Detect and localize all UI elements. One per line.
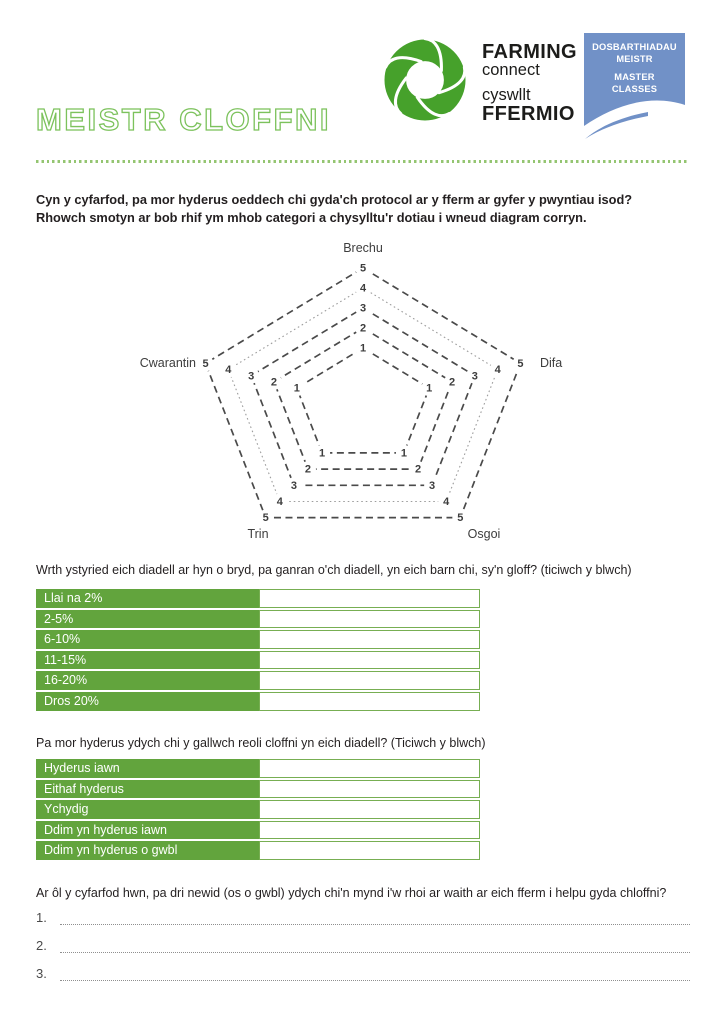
radar-scale-number: 2 [414,463,422,476]
radar-scale-number: 4 [443,496,450,509]
write-in-line[interactable] [60,905,690,925]
tick-box-cell[interactable] [259,780,480,799]
option-label: 2-5% [36,610,259,629]
option-label: Ddim yn hyderus o gwbl [36,841,259,860]
logo-wordmark [482,33,577,127]
dotted-divider [36,160,688,163]
logo-connect: connect [482,61,540,79]
lameness-percentage-table [36,589,480,713]
radar-axis-label-cwarantin: Cwarantin [139,356,196,370]
radar-scale-number: 3 [471,370,478,383]
answer-row [36,962,690,981]
badge-line-meistr: MEISTR [616,53,653,64]
radar-scale-number: 2 [448,376,456,389]
radar-axis-label-brechu: Brechu [343,241,383,255]
radar-scale-number: 3 [248,370,255,383]
radar-scale-number: 5 [262,512,269,525]
radar-scale-number: 3 [290,479,297,492]
option-label: Hyderus iawn [36,759,259,778]
tick-box-cell[interactable] [259,589,480,608]
tick-box-cell[interactable] [259,692,480,711]
badge-line-dosbarthiadau: DOSBARTHIADAU [592,42,677,52]
answer-number: 2. [36,938,47,953]
radar-scale-number: 1 [400,447,407,460]
tick-box-cell[interactable] [259,841,480,860]
master-classes-badge [584,33,685,145]
table-row [36,651,480,670]
radar-scale-number: 4 [494,364,501,377]
table-row [36,780,480,799]
radar-scale-number: 1 [293,382,300,395]
option-label: 16-20% [36,671,259,690]
intro-text [36,191,700,226]
option-label: Ddim yn hyderus iawn [36,821,259,840]
logo-ffermio: FFERMIO [482,103,575,125]
answer-number: 3. [36,966,47,981]
radar-scale-number: 3 [429,479,436,492]
badge-line-classes: CLASSES [611,83,658,94]
table-row [36,671,480,690]
option-label: 11-15% [36,651,259,670]
table-row [36,759,480,778]
badge-line-master: MASTER [614,72,655,82]
question-1: Wrth ystyried eich diadell ar hyn o bryd, pa ganran o'ch diadell, yn eich barn chi, sy'n gloff? (ticiwch y blwch) [36,563,632,577]
radar-axis-label-osgoi: Osgoi [467,527,501,541]
radar-scale-number: 5 [517,357,524,370]
radar-axis-label-difa: Difa [540,356,563,370]
logo-farming: FARMING [482,41,578,63]
option-label: Dros 20% [36,692,259,711]
table-row [36,610,480,629]
confidence-table [36,759,480,862]
page-title: MEISTR CLOFFNI [36,102,332,137]
radar-scale-number: 2 [304,463,312,476]
answer-row [36,934,690,953]
intro-line-1: Cyn y cyfarfod, pa mor hyderus oeddech chi gyda'ch protocol ar y fferm ar gyfer y pwyntiau isod? [36,192,633,207]
radar-scale-number: 2 [270,376,278,389]
radar-scale-number: 3 [359,302,367,315]
answer-number: 1. [36,910,47,925]
table-row [36,841,480,860]
radar-axis-label-trin: Trin [247,527,269,541]
tick-box-cell[interactable] [259,610,480,629]
radar-scale-number: 1 [426,382,433,395]
option-label: Ychydig [36,800,259,819]
tick-box-cell[interactable] [259,759,480,778]
tick-box-cell[interactable] [259,800,480,819]
page-title-wrap [34,96,374,142]
logo-cyswllt: cyswllt [482,86,531,104]
question-3: Ar ôl y cyfarfod hwn, pa dri newid (os o gwbl) ydych chi'n mynd i'w rhoi ar waith ar eich fferm i helpu gyda chloffni? [36,886,667,900]
tick-box-cell[interactable] [259,671,480,690]
tick-box-cell[interactable] [259,630,480,649]
tick-box-cell[interactable] [259,651,480,670]
answer-lines [36,906,690,990]
radar-scale-number: 4 [276,496,283,509]
table-row [36,589,480,608]
answer-row [36,906,690,925]
radar-scale-number: 5 [359,262,367,275]
radar-scale-number: 5 [202,357,209,370]
option-label: Llai na 2% [36,589,259,608]
question-2: Pa mor hyderus ydych chi y gallwch reoli cloffni yn eich diadell? (Ticiwch y blwch) [36,736,486,750]
option-label: Eithaf hyderus [36,780,259,799]
intro-line-2: Rhowch smotyn ar bob rhif ym mhob categori a chysylltu'r dotiau i wneud diagram corryn. [36,209,587,225]
radar-scale-number: 1 [319,447,326,460]
tick-box-cell[interactable] [259,821,480,840]
write-in-line[interactable] [60,933,690,953]
table-row [36,692,480,711]
option-label: 6-10% [36,630,259,649]
table-row [36,630,480,649]
radar-scale-number: 4 [225,364,232,377]
farming-connect-logo [380,33,577,127]
table-row [36,821,480,840]
badge-text [584,33,685,95]
radar-scale-number: 2 [359,322,367,335]
spider-diagram [0,238,724,555]
table-row [36,800,480,819]
radar-scale-number: 4 [359,282,367,295]
green-swirl-icon [380,33,470,127]
radar-ring-1 [297,348,429,453]
write-in-line[interactable] [60,961,690,981]
radar-scale-number: 5 [457,512,464,525]
radar-scale-number: 1 [359,342,367,355]
